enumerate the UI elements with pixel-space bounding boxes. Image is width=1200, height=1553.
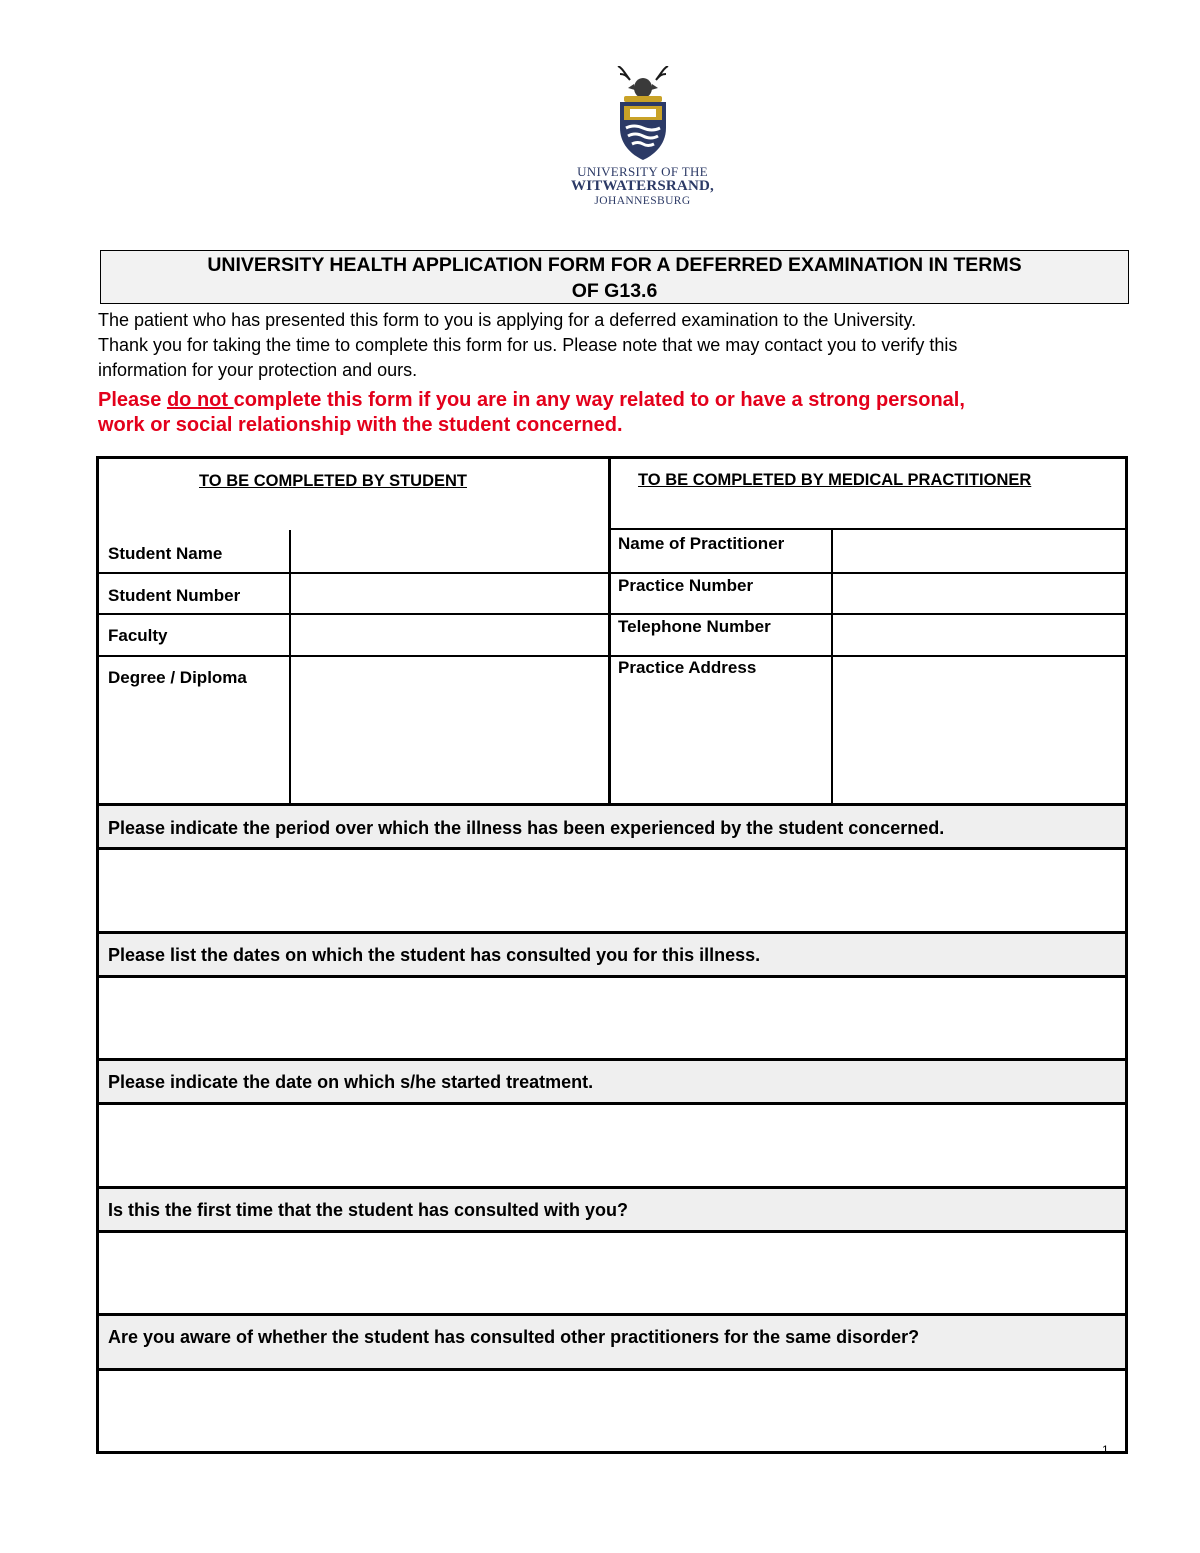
q1-top-line (96, 803, 1128, 806)
warning-rest: complete this form if you are in any way related to or have a strong personal, (233, 389, 965, 411)
logo-text-line-2: WITWATERSRAND, (571, 178, 714, 194)
question-treatment-start: Please indicate the date on which s/he started treatment. (108, 1072, 594, 1092)
practice-address-field[interactable] (834, 657, 1124, 803)
table-border-top (96, 456, 1128, 459)
intro-line-1: The patient who has presented this form to you is applying for a deferred examination to the University. (98, 310, 917, 330)
practice-number-field[interactable] (834, 574, 1124, 612)
student-number-field[interactable] (292, 574, 607, 612)
form-title (100, 250, 1129, 304)
student-number-label: Student Number (108, 586, 241, 605)
q5-top-line (96, 1313, 1128, 1316)
warning-emphasis: do not (166, 389, 234, 411)
header-row-divider (609, 528, 1128, 530)
telephone-number-label: Telephone Number (618, 617, 771, 636)
student-name-label: Student Name (108, 544, 223, 563)
other-practitioners-answer-field[interactable] (99, 1371, 1125, 1451)
telephone-number-field[interactable] (834, 615, 1124, 654)
intro-line-2: Thank you for taking the time to complete this form for us. Please note that we may contact you to verify this (98, 335, 958, 355)
question-illness-period: Please indicate the period over which the illness has been experienced by the student concerned. (108, 818, 945, 838)
degree-diploma-field[interactable] (292, 657, 607, 803)
university-crest-icon (608, 66, 678, 162)
illness-period-answer-field[interactable] (99, 850, 1125, 931)
degree-diploma-label: Degree / Diploma (108, 668, 247, 687)
application-form-table (96, 456, 1128, 1456)
question-consultation-dates: Please list the dates on which the student has consulted you for this illness. (108, 945, 761, 965)
form-title-line-2: OF G13.6 (571, 280, 658, 302)
warning-line-2: work or social relationship with the student concerned. (98, 414, 623, 436)
consultation-dates-answer-field[interactable] (99, 978, 1125, 1058)
treatment-start-answer-field[interactable] (99, 1105, 1125, 1186)
table-border-right (1125, 456, 1128, 1454)
intro-line-3: information for your protection and ours. (98, 360, 418, 380)
university-logo (555, 66, 730, 226)
first-consultation-answer-field[interactable] (99, 1233, 1125, 1313)
student-name-field[interactable] (292, 531, 607, 571)
practice-number-label: Practice Number (618, 576, 754, 595)
question-first-consultation: Is this the first time that the student has consulted with you? (108, 1200, 629, 1220)
logo-text-line-3: JOHANNESBURG (594, 195, 691, 207)
logo-text-line-1: UNIVERSITY OF THE (577, 164, 708, 179)
practice-address-label: Practice Address (618, 658, 757, 677)
intro-paragraph (98, 308, 1138, 383)
practitioner-section-header: TO BE COMPLETED BY MEDICAL PRACTITIONER (638, 471, 1032, 489)
warning-notice (98, 388, 1138, 438)
page-number: 1 (1102, 1443, 1109, 1457)
faculty-field[interactable] (292, 615, 607, 654)
warning-line-1 (98, 388, 1138, 413)
student-section-header: TO BE COMPLETED BY STUDENT (199, 472, 467, 490)
center-divider (608, 456, 611, 805)
question-other-practitioners: Are you aware of whether the student has consulted other practitioners for the same disorder? (108, 1327, 920, 1347)
faculty-label: Faculty (108, 626, 168, 645)
q2-top-line (96, 931, 1128, 934)
warning-prefix: Please (98, 389, 167, 411)
form-title-line-1: UNIVERSITY HEALTH APPLICATION FORM FOR A DEFERRED EXAMINATION IN TERMS (207, 254, 1022, 276)
q4-top-line (96, 1186, 1128, 1189)
table-border-bottom (96, 1451, 1128, 1454)
practitioner-name-field[interactable] (834, 531, 1124, 571)
q3-top-line (96, 1058, 1128, 1061)
practitioner-name-label: Name of Practitioner (618, 534, 785, 553)
